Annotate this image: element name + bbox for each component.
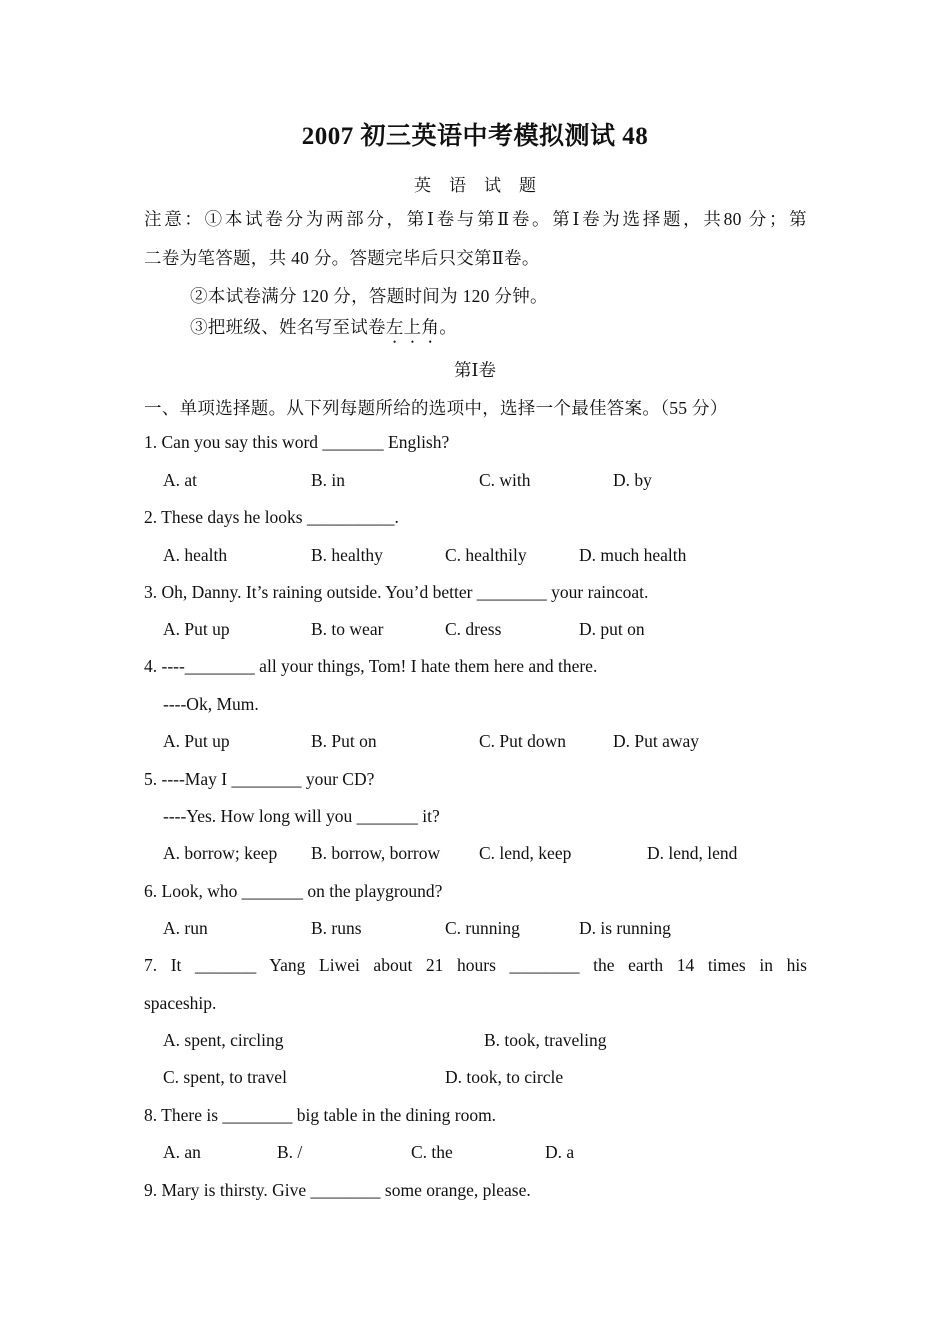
note-line-1: 注意：①本试卷分为两部分，第Ⅰ卷与第Ⅱ卷。第Ⅰ卷为选择题，共80 分；第 — [144, 209, 807, 229]
question-4-option-d: D. Put away — [613, 731, 700, 751]
question-8-option-a: A. an — [163, 1142, 201, 1162]
question-6-option-d: D. is running — [579, 918, 671, 938]
note-emphasis: 左上角 — [385, 317, 440, 337]
note-line-4 — [190, 314, 457, 347]
question-8-option-c: C. the — [411, 1142, 453, 1162]
question-3-option-c: C. dress — [445, 619, 502, 639]
question-3-stem: 3. Oh, Danny. It’s raining outside. You’d better ________ your raincoat. — [144, 582, 649, 602]
question-1-stem: 1. Can you say this word _______ English? — [144, 432, 450, 452]
question-6-option-b: B. runs — [311, 918, 362, 938]
question-2-option-a: A. health — [163, 545, 228, 565]
question-6-option-c: C. running — [445, 918, 520, 938]
part-title: 第Ⅰ卷 — [454, 360, 496, 380]
question-1-option-d: D. by — [613, 470, 652, 490]
question-5-reply: ----Yes. How long will you _______ it? — [163, 806, 440, 826]
question-7-stem-continued: spaceship. — [144, 993, 217, 1013]
question-7-option-b: B. took, traveling — [484, 1030, 607, 1050]
question-6-stem: 6. Look, who _______ on the playground? — [144, 881, 443, 901]
exam-subtitle: 英语试题 — [414, 176, 554, 195]
question-9-stem: 9. Mary is thirsty. Give ________ some orange, please. — [144, 1180, 531, 1200]
question-4-reply: ----Ok, Mum. — [163, 694, 259, 714]
question-8-stem: 8. There is ________ big table in the dining room. — [144, 1105, 497, 1125]
note-line-2: 二卷为笔答题，共 40 分。答题完毕后只交第Ⅱ卷。 — [144, 248, 540, 268]
note-line-4-prefix: ③把班级、姓名写至试卷 — [190, 317, 386, 337]
note-line-3: ②本试卷满分 120 分，答题时间为 120 分钟。 — [190, 286, 548, 306]
question-7-stem: 7. It _______ Yang Liwei about 21 hours ________ the earth 14 times in his — [144, 955, 807, 975]
question-8-option-b: B. / — [277, 1142, 303, 1162]
question-2-option-c: C. healthily — [445, 545, 527, 565]
question-4-option-a: A. Put up — [163, 731, 230, 751]
question-3-option-b: B. to wear — [311, 619, 384, 639]
question-1-option-c: C. with — [479, 470, 531, 490]
question-4-option-c: C. Put down — [479, 731, 567, 751]
question-1-option-b: B. in — [311, 470, 346, 490]
exam-title: 2007 初三英语中考模拟测试 48 — [301, 123, 649, 150]
question-2-option-d: D. much health — [579, 545, 687, 565]
question-5-option-b: B. borrow, borrow — [311, 843, 441, 863]
section-heading: 一、单项选择题。从下列每题所给的选项中，选择一个最佳答案。（55 分） — [144, 398, 728, 418]
question-5-option-d: D. lend, lend — [647, 843, 738, 863]
question-6-option-a: A. run — [163, 918, 208, 938]
note-line-4-suffix: 。 — [439, 317, 458, 337]
question-7-option-c: C. spent, to travel — [163, 1067, 287, 1087]
question-4-stem: 4. ----________ all your things, Tom! I hate them here and there. — [144, 656, 598, 676]
question-8-option-d: D. a — [545, 1142, 575, 1162]
question-1-option-a: A. at — [163, 470, 198, 490]
question-5-option-a: A. borrow; keep — [163, 843, 278, 863]
question-5-option-c: C. lend, keep — [479, 843, 572, 863]
question-7-option-d: D. took, to circle — [445, 1067, 564, 1087]
question-4-option-b: B. Put on — [311, 731, 377, 751]
question-5-stem: 5. ----May I ________ your CD? — [144, 769, 375, 789]
question-3-option-d: D. put on — [579, 619, 645, 639]
question-2-stem: 2. These days he looks __________. — [144, 507, 399, 527]
question-3-option-a: A. Put up — [163, 619, 230, 639]
question-7-option-a: A. spent, circling — [163, 1030, 284, 1050]
question-2-option-b: B. healthy — [311, 545, 383, 565]
